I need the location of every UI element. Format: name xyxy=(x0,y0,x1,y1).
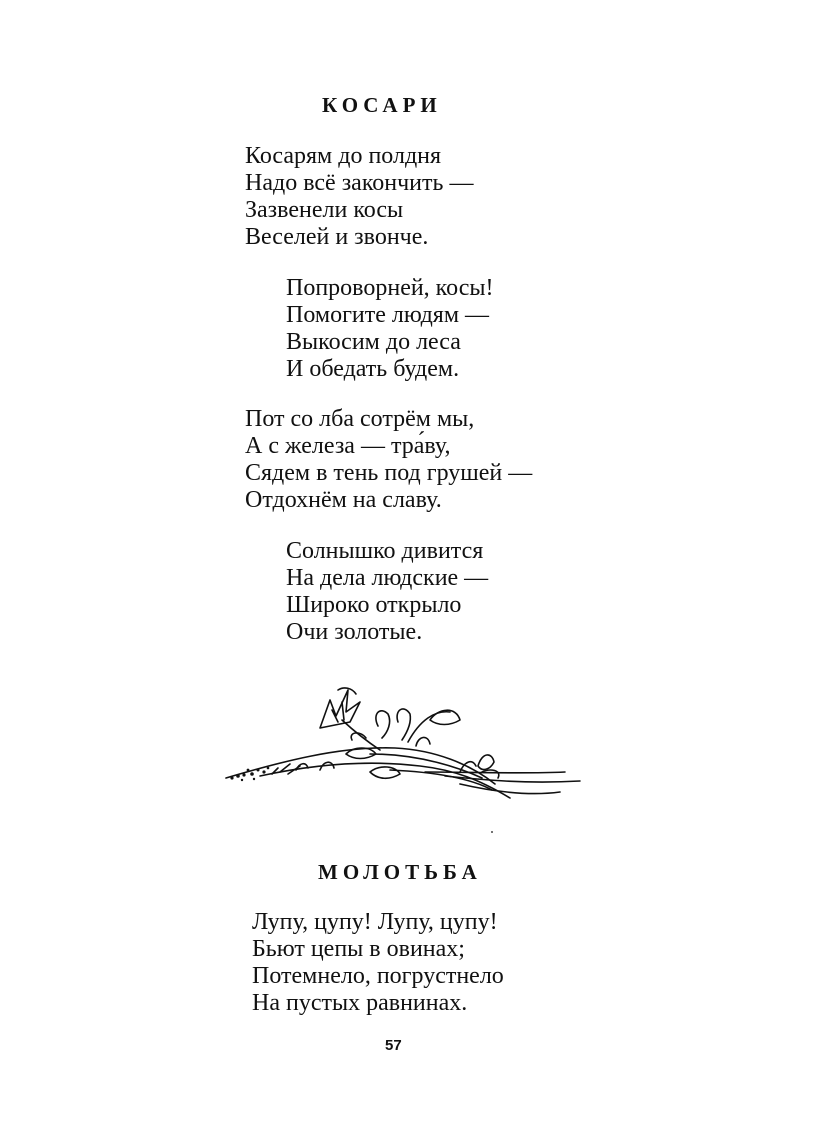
verse-line: Веселей и звонче. xyxy=(245,224,429,250)
poem-title: КОСАРИ xyxy=(322,93,442,117)
verse-line: Потемнело, погрустнело xyxy=(252,963,504,989)
verse-line: А с железа — тра́ву, xyxy=(245,433,451,459)
verse-line: Очи золотые. xyxy=(286,619,423,645)
verse-line: Надо всё закончить — xyxy=(245,170,474,196)
stanza xyxy=(286,275,494,383)
verse-line: Сядем в тень под грушей — xyxy=(245,460,533,486)
verse-line: Широко открыло xyxy=(286,592,462,618)
verse-line: Отдохнём на славу. xyxy=(245,487,442,513)
verse-line: Бьют цепы в овинах; xyxy=(252,936,465,962)
verse-line: На дела людские — xyxy=(286,565,489,591)
verse-line: И обедать будем. xyxy=(286,356,460,382)
verse-line: Выкосим до леса xyxy=(286,329,461,355)
verse-line: Солнышко дивится xyxy=(286,538,484,564)
verse-line: Попроворней, косы! xyxy=(286,275,494,301)
verse-line: Пот со лба сотрём мы, xyxy=(245,406,475,432)
verse-line: Зазвенели косы xyxy=(245,197,404,223)
stanza xyxy=(252,909,504,1017)
stanza xyxy=(286,538,488,646)
verse-line: Лупу, цупу! Лупу, цупу! xyxy=(252,909,498,935)
stanza xyxy=(245,406,532,514)
poem-title: МОЛОТЬБА xyxy=(318,860,482,884)
page-number: 57 xyxy=(385,1037,402,1054)
verse-line: На пустых равнинах. xyxy=(252,990,468,1016)
stanza xyxy=(245,143,473,251)
verse-line: Косарям до полдня xyxy=(245,143,442,169)
flower-branch-icon xyxy=(220,680,590,840)
verse-line: Помогите людям — xyxy=(286,302,490,328)
